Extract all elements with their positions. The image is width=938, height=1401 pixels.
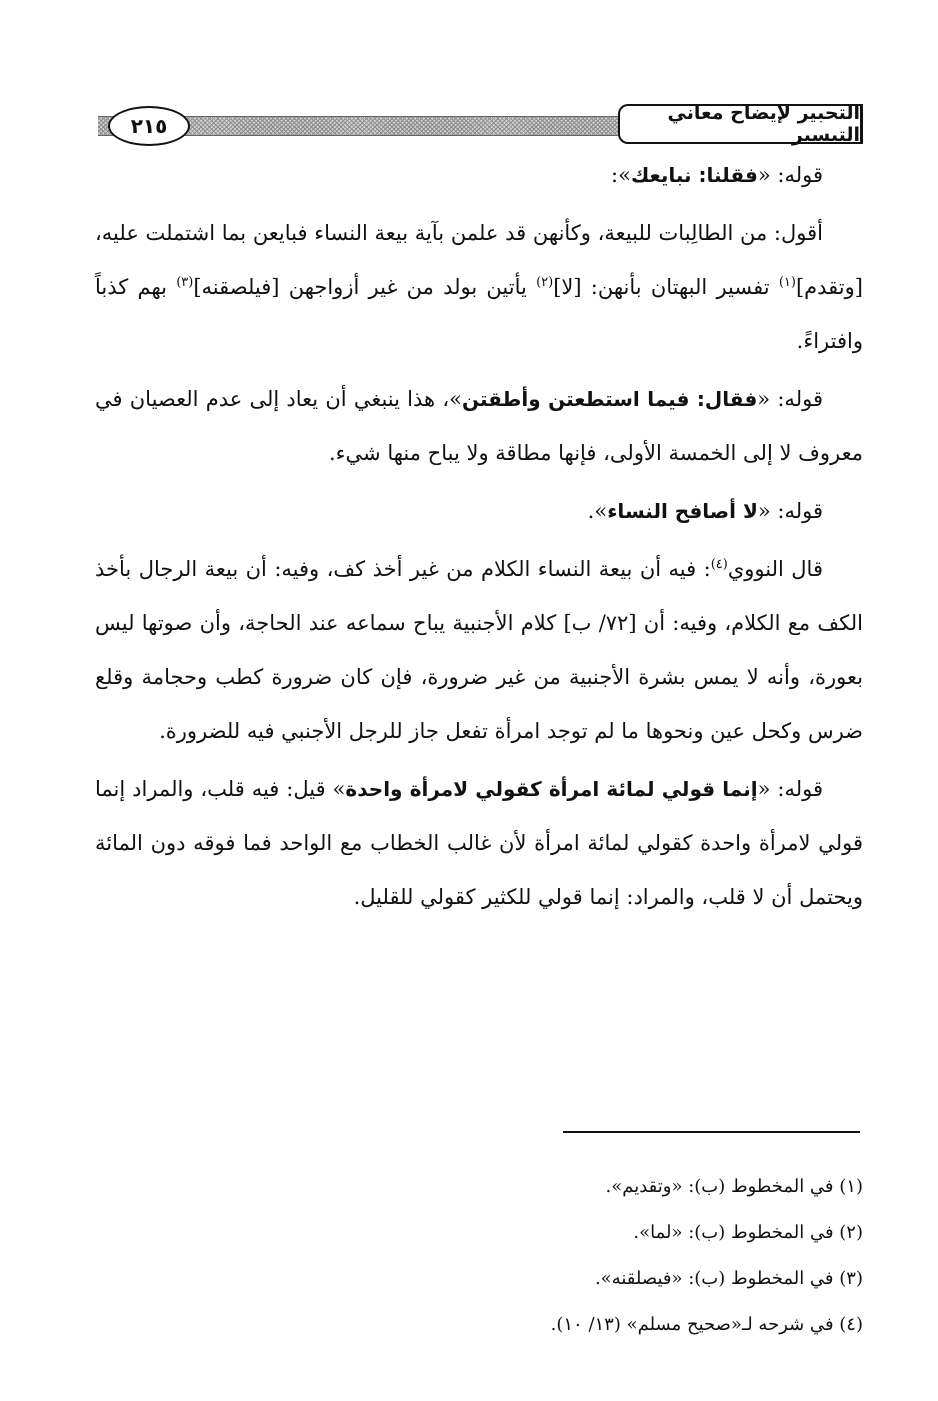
quoted-hadith: لا أصافح النساء [607,499,758,523]
text-span: تفسير البهتان بأنهن: [لا] [553,275,779,299]
quoted-hadith: إنما قولي لمائة امرأة كقولي لامرأة واحدة [345,777,758,801]
footnote-2: (٢) في المخطوط (ب): «لما». [633,1222,863,1243]
page-number: ٢١٥ [108,106,190,146]
footnote-1: (١) في المخطوط (ب): «وتقديم». [605,1176,863,1197]
text-span: » قيل: فيه قلب، والمراد إنما قولي لامرأة واحدة كقولي لمائة امرأة لأن غالب الخطاب مع الواحد فما فوقه دون المائة ويحتمل أن لا قلب، والمراد: إنما قولي للكثير كقولي للقليل. [95,777,863,909]
quoted-hadith: فقلنا: نبايعك [630,163,758,187]
book-title: التحبير لإيضاح معاني التيسير [618,104,863,144]
footnote-divider [563,1131,860,1133]
text-span: »: [611,163,631,187]
text-span: قوله: « [757,777,823,801]
footnotes [95,1164,863,1348]
text-span: : فيه أن بيعة النساء الكلام من غير أخذ كف، وفيه: أن بيعة الرجال بأخذ الكف مع الكلام، وفيه: أن [٧٢/ ب] كلام الأجنبية يباح سماعه عند الحاجة، وأن صوتها ليس بعورة، وأنه لا يمس بشرة الأجنبية من غير ضرورة، فإن كان ضرورة كطب وحجامة وقلع ضرس وكحل عين ونحوها ما لم توجد امرأة تفعل جاز للرجل الأجنبي فيه للضرورة. [95,557,863,743]
footnote-4: (٤) في شرحه لـ«صحيح مسلم» (١٣/ ١٠). [550,1314,863,1335]
quoted-hadith: فقال: فيما استطعتن وأطقتن [461,387,758,411]
running-header [98,104,863,154]
text-span: »، هذا ينبغي أن يعاد إلى عدم العصيان في معروف لا إلى الخمسة الأولى، فإنها مطاقة ولا يباح منها شيء. [95,387,863,465]
paragraph-2 [95,206,863,368]
text-span: قوله: « [757,387,823,411]
paragraph-1 [95,148,863,202]
text-span: قال النووي [727,557,823,581]
footnote-3: (٣) في المخطوط (ب): «فيصلقنه». [594,1268,863,1289]
text-span: أقول: من الطالِبات للبيعة، وكأنهن قد علمن بآية بيعة النساء فبايعن بما اشتملت عليه، [وتقدم] [95,221,863,299]
footnote-ref[interactable]: (١) [778,275,796,290]
footnote-ref[interactable]: (٤) [710,557,728,572]
footnote-ref[interactable]: (٣) [176,275,194,290]
text-span: بهم كذباً وافتراءً. [95,275,863,353]
footnote-ref[interactable]: (٢) [536,275,554,290]
text-span: ». [587,499,608,523]
paragraph-3 [95,372,863,480]
text-span: قوله: « [757,499,823,523]
paragraph-5 [95,542,863,758]
main-text [95,148,863,928]
text-span: يأتين بولد من غير أزواجهن [فيلصقنه] [193,275,537,299]
paragraph-6 [95,762,863,924]
text-span: قوله: « [757,163,823,187]
paragraph-4 [95,484,863,538]
